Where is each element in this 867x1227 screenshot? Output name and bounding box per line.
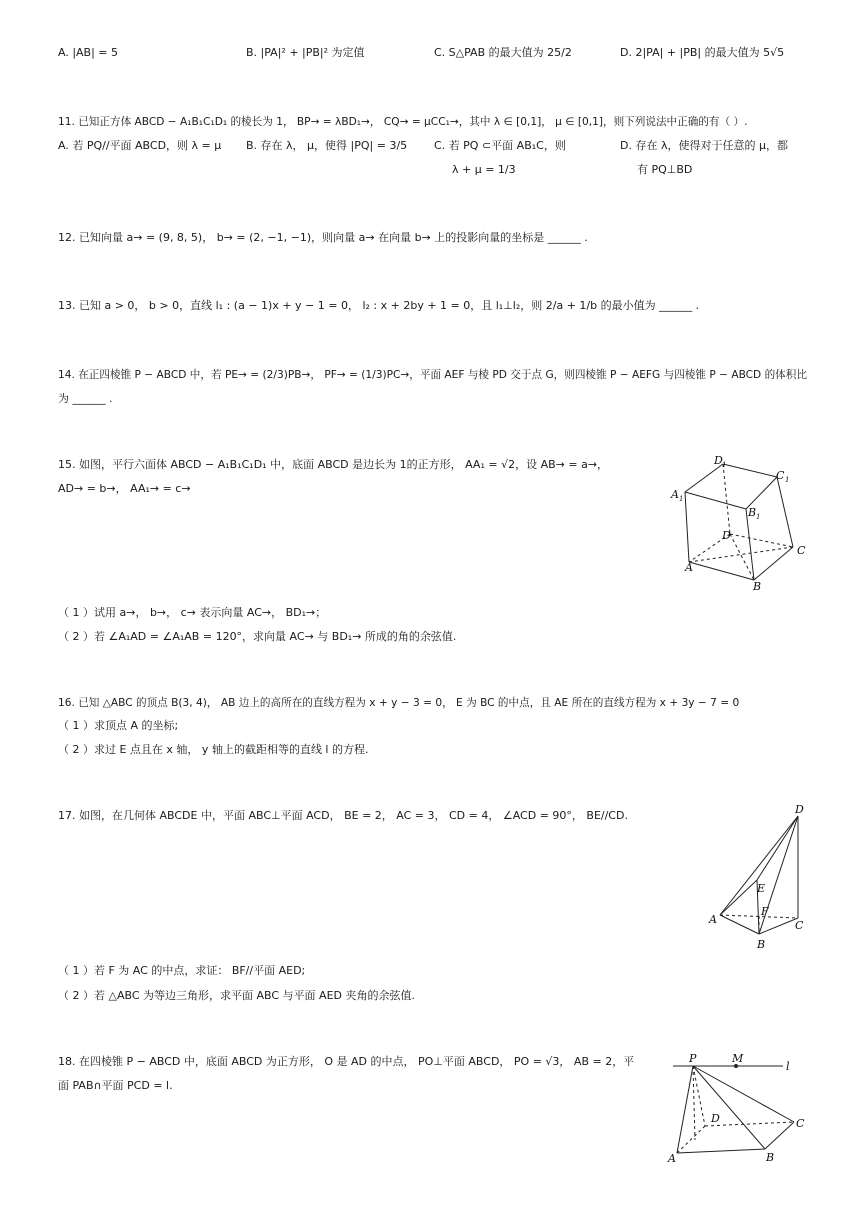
q15-line1: 15. 如图，平行六面体 ABCD − A₁B₁C₁D₁ 中，底面 ABCD 是边长为 1的正方形， AA₁ = √2，设 AB→ = a→， xyxy=(58,458,609,471)
q16-stem: 16. 已知 △ABC 的顶点 B(3, 4)， AB 边上的高所在的直线方程为 x + y − 3 = 0， E 为 BC 的中点，且 AE 所在的直线方程为 x + 3y − 7 = 0 xyxy=(58,697,740,709)
q13-stem: 13. 已知 a > 0， b > 0，直线 l₁ : (a − 1)x + y − 1 = 0， l₂ : x + 2by + 1 = 0，且 l₁⊥l₂，则 2/a + 1/b 的最小值为 ______ . xyxy=(58,299,700,312)
q14-line1: 14. 在正四棱锥 P − ABCD 中，若 PE→ = (2/3)PB→， PF→ = (1/3)PC→，平面 AEF 与棱 PD 交于点 G，则四棱锥 P − AEFG 与四棱锥 P − ABCD 的体积比 xyxy=(58,369,807,381)
q11-option-c-line1: C. 若 PQ ⊂平面 AB₁C，则 xyxy=(434,139,566,152)
q11-option-d-line2: 有 PQ⊥BD xyxy=(637,163,693,176)
q17-sub1: （ 1 ）若 F 为 AC 的中点，求证： BF//平面 AED; xyxy=(58,964,306,977)
label-p: P xyxy=(689,1052,697,1065)
label-c: C xyxy=(796,1117,805,1130)
label-e: E xyxy=(757,882,766,895)
label-a: A xyxy=(709,913,717,926)
q18-line2: 面 PAB∩平面 PCD = l. xyxy=(58,1079,173,1092)
q15-parallelepiped-figure xyxy=(660,450,820,595)
q17-sub2: （ 2 ）若 △ABC 为等边三角形，求平面 ABC 与平面 AED 夹角的余弦值. xyxy=(58,989,415,1002)
label-d1-sub: 1 xyxy=(722,461,727,469)
q10-option-d: D. 2|PA| + |PB| 的最大值为 5√5 xyxy=(620,46,785,59)
label-b: B xyxy=(766,1151,775,1164)
q16-sub2: （ 2 ）求过 E 点且在 x 轴， y 轴上的截距相等的直线 l 的方程. xyxy=(58,743,369,756)
label-c: C xyxy=(795,919,804,932)
label-f: F xyxy=(761,905,769,918)
label-l: l xyxy=(786,1060,790,1073)
q16-sub1: （ 1 ）求顶点 A 的坐标; xyxy=(58,719,179,732)
q11-option-a: A. 若 PQ//平面 ABCD，则 λ = μ xyxy=(58,139,222,152)
label-d: D xyxy=(722,529,731,542)
label-b1: B xyxy=(748,506,757,519)
label-c1-sub: 1 xyxy=(785,476,790,484)
q11-stem: 11. 已知正方体 ABCD − A₁B₁C₁D₁ 的棱长为 1， BP→ = λBD₁→， CQ→ = μCC₁→，其中 λ ∈ [0,1]， μ ∈ [0,1]，则下列说法中正确的有（ ）. xyxy=(58,116,748,128)
q11-option-d-line1: D. 存在 λ，使得对于任意的 μ，都 xyxy=(620,139,788,152)
q18-line1: 18. 在四棱锥 P − ABCD 中，底面 ABCD 为正方形， O 是 AD 的中点， PO⊥平面 ABCD， PO = √3， AB = 2，平 xyxy=(58,1055,635,1068)
label-d1: D xyxy=(714,454,723,467)
label-m: M xyxy=(732,1052,744,1065)
q17-stem: 17. 如图，在几何体 ABCDE 中，平面 ABC⊥平面 ACD， BE = 2， AC = 3， CD = 4， ∠ACD = 90°， BE//CD. xyxy=(58,809,628,822)
label-b: B xyxy=(757,938,766,951)
q14-line2: 为 ______ . xyxy=(58,392,113,405)
label-a1-sub: 1 xyxy=(679,495,684,503)
label-c1: C xyxy=(776,469,785,482)
q10-option-b: B. |PA|² + |PB|² 为定值 xyxy=(246,46,365,59)
q10-option-a: A. |AB| = 5 xyxy=(58,46,119,59)
label-d: D xyxy=(711,1112,720,1125)
q15-sub2: （ 2 ）若 ∠A₁AD = ∠A₁AB = 120°，求向量 AC→ 与 BD₁→ 所成的角的余弦值. xyxy=(58,630,457,643)
label-c: C xyxy=(797,544,806,557)
label-a: A xyxy=(668,1152,676,1165)
q17-polyhedron-figure xyxy=(700,800,820,955)
q12-stem: 12. 已知向量 a→ = (9, 8, 5)， b→ = (2, −1, −1)，则向量 a→ 在向量 b→ 上的投影向量的坐标是 ______ . xyxy=(58,231,588,244)
label-a1: A xyxy=(671,488,679,501)
q18-pyramid-figure xyxy=(665,1048,815,1166)
q15-line2: AD→ = b→， AA₁→ = c→ xyxy=(58,482,191,495)
q15-sub1: （ 1 ）试用 a→， b→， c→ 表示向量 AC→， BD₁→； xyxy=(58,606,327,619)
label-d: D xyxy=(795,803,804,816)
label-a: A xyxy=(685,561,693,574)
q11-option-b: B. 存在 λ， μ，使得 |PQ| = 3/5 xyxy=(246,139,408,152)
q10-option-c: C. S△PAB 的最大值为 25/2 xyxy=(434,46,572,59)
label-b1-sub: 1 xyxy=(756,513,761,521)
q11-option-c-line2: λ + μ = 1/3 xyxy=(452,163,516,176)
label-b: B xyxy=(753,580,762,593)
